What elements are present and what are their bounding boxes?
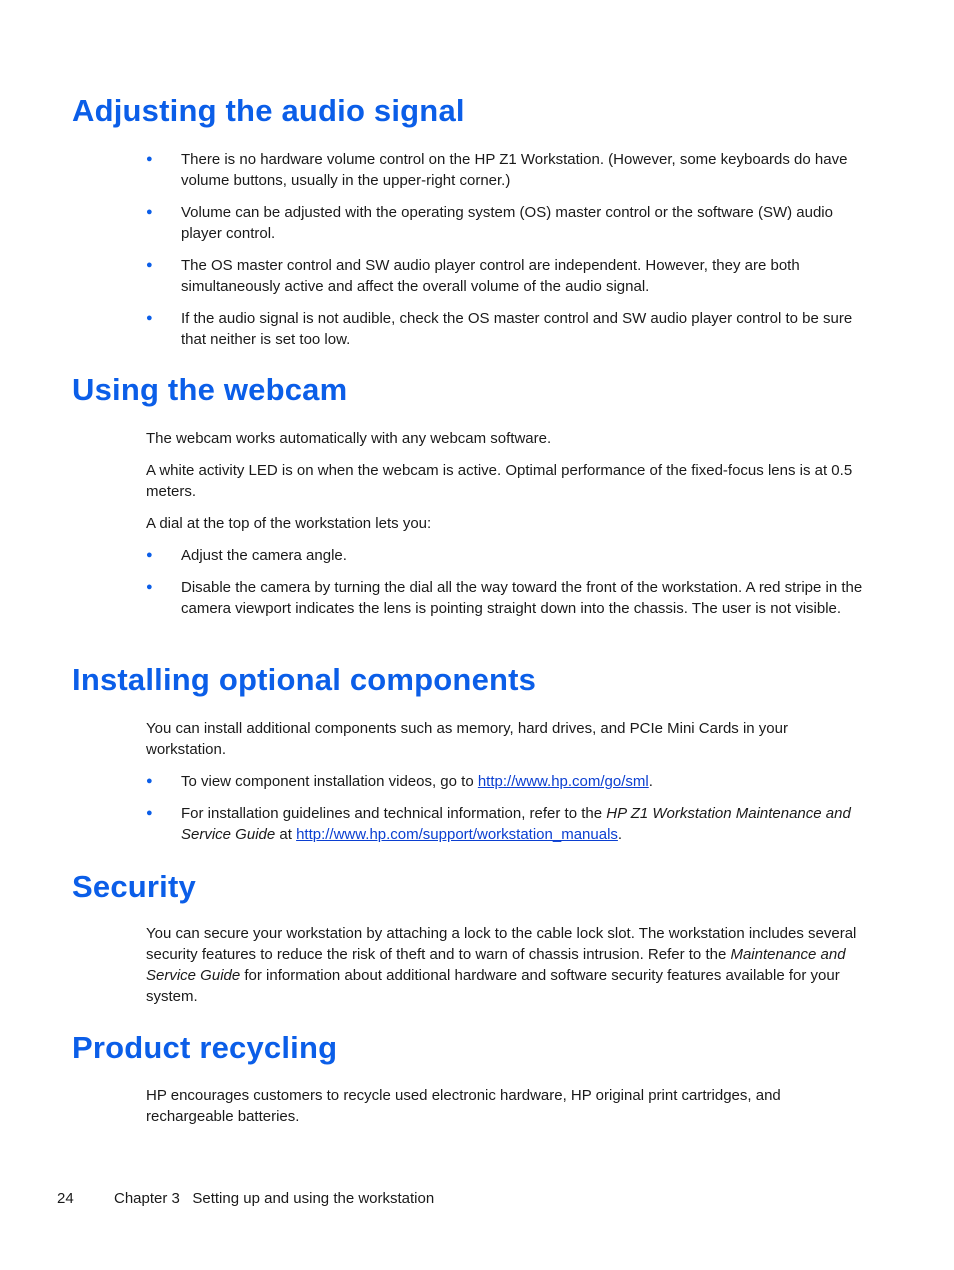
workstation-manuals-link[interactable]: http://www.hp.com/support/workstation_manuals [296, 826, 618, 843]
list-item [146, 149, 868, 191]
bullet-text: Adjust the camera angle. [181, 547, 347, 564]
footer-chapter: Chapter 3 Setting up and using the workstation [114, 1190, 435, 1207]
text-run: . [648, 773, 653, 790]
paragraph [146, 923, 868, 1007]
heading-components: Installing optional components [72, 662, 537, 697]
text-run: For installation guidelines and technical information, refer to the [181, 805, 607, 822]
paragraph: You can install additional components such as memory, hard drives, and PCIe Mini Cards in your workstation. [146, 720, 788, 758]
bullet-text [181, 803, 868, 845]
paragraph: A white activity LED is on when the webcam is active. Optimal performance of the fixed-focus lens is at 0.5 meters. [146, 462, 853, 500]
bullet-text: There is no hardware volume control on the HP Z1 Workstation. (However, some keyboards do have volume buttons, usually in the upper-right corner.) [181, 151, 848, 189]
list-item [146, 771, 868, 792]
bullet-icon: ● [146, 581, 153, 593]
bullet-icon: ● [146, 775, 153, 787]
sml-videos-link[interactable]: http://www.hp.com/go/sml [477, 773, 649, 790]
heading-security: Security [72, 869, 196, 904]
list-item [146, 803, 868, 845]
heading-recycling: Product recycling [72, 1030, 338, 1065]
guide-title: Maintenance and Service Guide [146, 946, 846, 984]
text-run: . [617, 826, 623, 843]
text-run: for information about additional hardware and software security features available for your system. [146, 967, 840, 1005]
text-run: To view component installation videos, go to [181, 773, 478, 790]
bullet-icon: ● [146, 153, 153, 165]
paragraph: A dial at the top of the workstation lets you: [146, 515, 432, 532]
heading-audio: Adjusting the audio signal [72, 93, 465, 128]
text-run: You can secure your workstation by attaching a lock to the cable lock slot. The workstation includes several security features to reduce the risk of theft and to warn of chassis intrusion. Refer to the [146, 925, 857, 963]
bullet-text: If the audio signal is not audible, check the OS master control and SW audio player control to be sure that neither is set too low. [181, 310, 853, 348]
list-item [146, 308, 868, 350]
bullet-icon: ● [146, 259, 153, 271]
bullet-icon: ● [146, 206, 153, 218]
heading-webcam: Using the webcam [72, 372, 348, 407]
list-item [146, 255, 868, 297]
bullet-text: The OS master control and SW audio player control are independent. However, they are both simultaneously active and affect the overall volume of the audio signal. [181, 257, 800, 295]
bullet-icon: ● [146, 312, 153, 324]
bullet-icon: ● [146, 807, 153, 819]
paragraph: The webcam works automatically with any webcam software. [146, 430, 552, 447]
bullet-text [181, 771, 868, 792]
list-item [146, 202, 868, 244]
paragraph: HP encourages customers to recycle used electronic hardware, HP original print cartridges, and rechargeable batteries. [146, 1087, 781, 1125]
text-run: at [275, 826, 297, 843]
bullet-text: Volume can be adjusted with the operating system (OS) master control or the software (SW) audio player control. [181, 204, 833, 242]
page-number: 24 [57, 1190, 74, 1207]
list-item [146, 577, 868, 619]
guide-title: HP Z1 Workstation Maintenance and Service Guide [181, 805, 851, 843]
bullet-icon: ● [146, 549, 153, 561]
list-item [146, 545, 868, 566]
bullet-text: Disable the camera by turning the dial all the way toward the front of the workstation. A red stripe in the camera viewport indicates the lens is pointing straight down into the chassis. The user is not visible. [181, 579, 863, 617]
